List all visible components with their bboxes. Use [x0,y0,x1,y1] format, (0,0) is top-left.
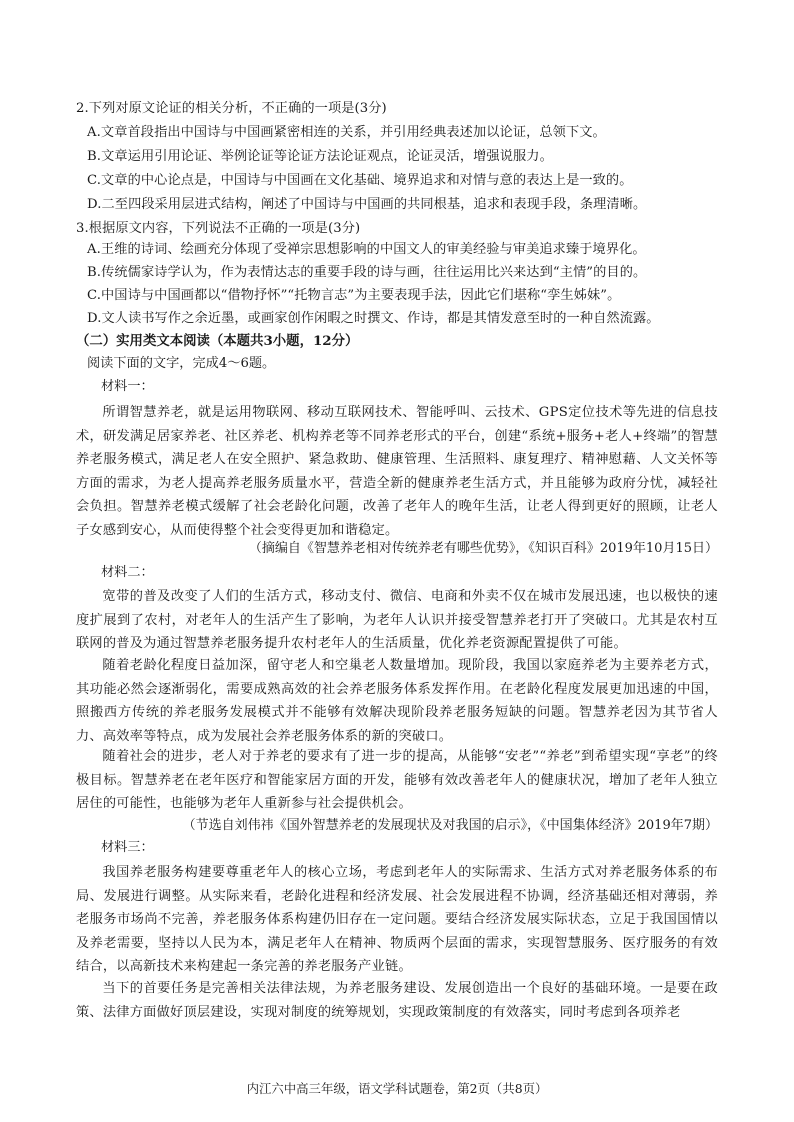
question-2-option-b: B.文章运用引用论证、举例论证等论证方法论证观点，论证灵活，增强说服力。 [87,149,553,164]
question-3-option-c: C.中国诗与中国画都以“借物抒怀”“托物言志”为主要表现手法，因此它们堪称“孪生姊妹”。 [87,288,621,303]
material-3-label: 材料三： [101,840,154,855]
material-2-paragraph-2: 随着老龄化程度日益加深，留守老人和空巢老人数量增加。现阶段，我国以家庭养老为主要养老方式，其功能必然会逐渐弱化，需要成熟高效的社会养老服务体系发挥作用。在老龄化程度发展更加迅速的中国，照搬西方传统的养老服务发展模式并不能够有效解决现阶段养老服务短缺的问题。智慧养老因为其节省人力、高效率等特点，成为发展社会养老服务体系的新的突破口。 [76,658,718,744]
material-2-source: （节选自刘伟祎《国外智慧养老的发展现状及对我国的启示》，《中国集体经济》2019年7期） [182,818,718,833]
section-title: （二）实用类文本阅读（本题共3小题，12分） [76,333,359,349]
material-1-paragraph: 所谓智慧养老，就是运用物联网、移动互联网技术、智能呼叫、云技术、GPS定位技术等先进的信息技术，研发满足居家养老、社区养老、机构养老等不同养老形式的平台，创建“系统+服务+老人+终端”的智慧养老服务模式，满足老人在安全照护、紧急救助、健康管理、生活照料、康复理疗、精神慰藉、人文关怀等方面的需求，为老人提高养老服务质量水平，营造全新的健康养老生活方式，并且能够为政府分忧，减轻社会负担。智慧养老模式缓解了社会老龄化问题，改善了老年人的晚年生活，让老人得到更好的照顾，让老人子女感到安心，从而使得整个社会变得更加和谐稳定。 [76,405,718,538]
material-3-paragraph-1: 我国养老服务构建要尊重老年人的核心立场，考虑到老年人的实际需求、生活方式对养老服务体系的布局、发展进行调整。从实际来看，老龄化进程和经济发展、社会发展进程不协调，经济基础还相对薄弱，养老服务市场尚不完善，养老服务体系构建仍旧存在一定问题。要结合经济发展实际状态，立足于我国国情以及养老需要，坚持以人民为本，满足老年人在精神、物质两个层面的需求，实现智慧服务、医疗服务的有效结合，以高新技术来构建起一条完善的养老服务产业链。 [76,865,718,975]
question-2-option-a: A.文章首段指出中国诗与中国画紧密相连的关系，并引用经典表述加以论证，总领下文。 [87,125,606,140]
question-3-stem: 3.根据原文内容，下列说法不正确的一项是(3分) [76,221,361,236]
question-2-option-c: C.文章的中心论点是，中国诗与中国画在文化基础、境界追求和对情与意的表达上是一致的。 [87,173,633,188]
material-2-paragraph-3: 随着社会的进步，老人对于养老的要求有了进一步的提高，从能够“安老”“养老”到希望实现“享老”的终极目标。智慧养老在老年医疗和智能家居方面的开发，能够有效改善老年人的健康状况，增加了老年人独立居住的可能性，也能够为老年人重新参与社会提供机会。 [76,749,718,812]
material-2-label: 材料二： [101,565,154,580]
material-3-paragraph-2: 当下的首要任务是完善相关法律法规，为养老服务建设、发展创造出一个良好的基础环境。一是要在政策、法律方面做好顶层建设，实现对制度的统筹规划，实现政策制度的有效落实，同时考虑到各项养老 [76,981,718,1020]
section-instruction: 阅读下面的文字，完成4～6题。 [87,356,276,371]
material-1-label: 材料一： [101,379,154,394]
question-3-option-d: D.文人读书写作之余近墨，或画家创作闲暇之时撰文、作诗，都是其情发意至时的一种自然流露。 [87,311,660,326]
page-footer: 内江六中高三年级，语文学科试题卷，第2页（共8页） [246,1081,548,1096]
material-1-source: （摘编自《智慧养老相对传统养老有哪些优势》，《知识百科》2019年10月15日） [248,541,718,556]
material-2-paragraph-1: 宽带的普及改变了人们的生活方式，移动支付、微信、电商和外卖不仅在城市发展迅速，也以极快的速度扩展到了农村，对老年人的生活产生了影响，为老年人认识并接受智慧养老打开了突破口。尤其是农村互联网的普及为通过智慧养老服务提升农村老年人的生活质量，优化养老资源配置提供了可能。 [76,589,718,652]
question-2-option-d: D.二至四段采用层进式结构，阐述了中国诗与中国画的共同根基，追求和表现手段，条理清晰。 [87,197,647,212]
question-2-stem: 2.下列对原文论证的相关分析，不正确的一项是(3分) [76,101,387,116]
question-3-option-b: B.传统儒家诗学认为，作为表情达志的重要手段的诗与画，往往运用比兴来达到“主情”的目的。 [87,265,647,280]
question-3-option-a: A.王维的诗词、绘画充分体现了受禅宗思想影响的中国文人的审美经验与审美追求臻于境界化。 [87,242,646,257]
